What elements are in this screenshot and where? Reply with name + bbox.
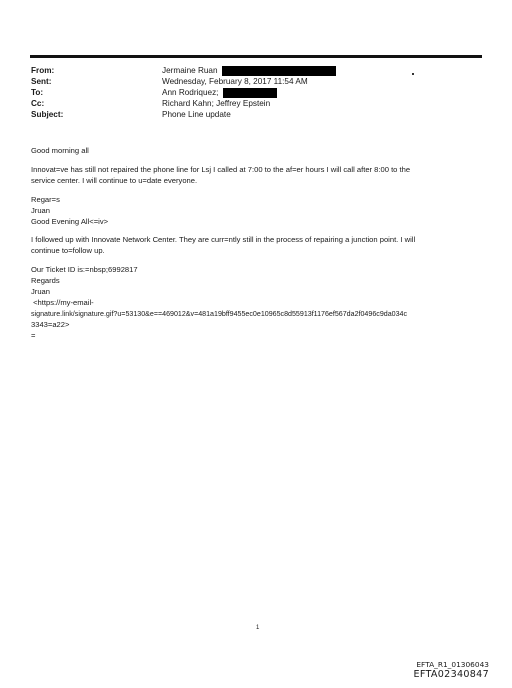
from-name: Jermaine Ruan [162,66,218,76]
body-line: Innovat=ve has still not repaired the phone line for Lsj I called at 7:00 to the af=er hours I will call after 8:00 to the [31,164,411,174]
body-line: = [31,330,36,340]
body-line: <https://my-email- [31,297,94,307]
cc-value: Richard Kahn; Jeffrey Epstein [162,98,271,108]
to-value [162,88,277,99]
sent-value: Wednesday, February 8, 2017 11:54 AM [162,76,308,86]
body-line: Jruan [31,205,50,215]
to-name: Ann Rodriquez; [162,87,219,97]
body-line: service center. I will continue to u=date everyone. [31,175,198,185]
bates-stamp [413,660,489,680]
to-label: To: [31,87,44,97]
subject-value: Phone Line update [162,109,231,119]
bates-id-2: EFTA02340847 [413,669,489,680]
redaction-box [223,88,277,98]
from-value [162,66,336,77]
header-rule [30,55,482,58]
body-line: Good Evening All<=iv> [31,216,109,226]
cc-label: Cc: [31,98,45,108]
body-line: continue to=follow up. [31,246,105,256]
email-body [31,146,476,342]
body-line: 3343=a22> [31,319,70,329]
body-line: Regards [31,276,60,286]
signature-link: signature.link/signature.gif?u=53130&e==469012&v=481a19bff9455ec0e10965c8d55913f1176ef567da2f0496c9da034c [31,309,408,318]
body-line: Jruan [31,287,50,297]
stray-mark [412,73,414,75]
body-line: I followed up with Innovate Network Center. They are curr=ntly still in the process of repairing a junction point. I will [31,235,416,245]
page-number: 1 [256,625,260,631]
sent-label: Sent: [31,76,52,86]
subject-label: Subject: [31,109,64,119]
body-line: Our Ticket ID is:=nbsp;6992817 [31,265,138,275]
body-line: Regar=s [31,194,60,204]
redaction-box [222,66,336,76]
bates-id-1: EFTA_R1_01306043 [416,660,489,669]
greeting: Good morning all [31,146,89,155]
from-label: From: [31,66,55,75]
